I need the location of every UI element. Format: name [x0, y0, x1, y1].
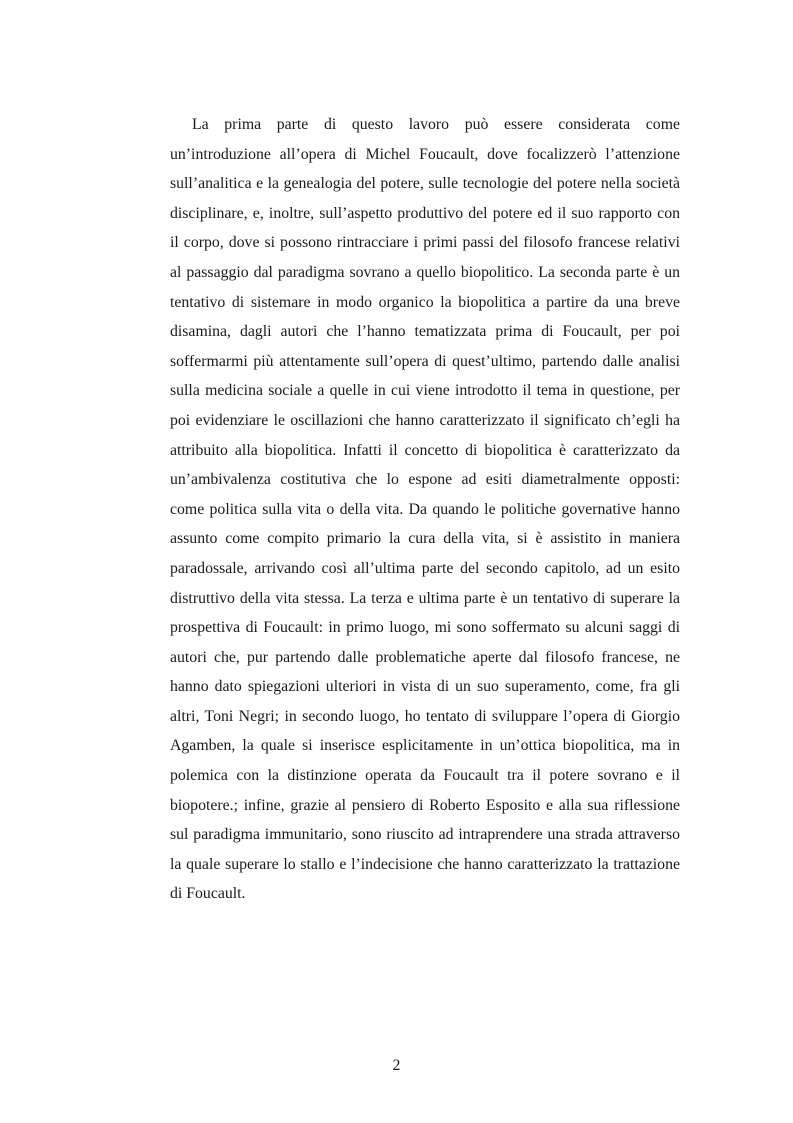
paragraph-line: assunto come compito primario la cura della vita, si è assistito in maniera	[170, 530, 680, 548]
paragraph-line: attribuito alla biopolitica. Infatti il concetto di biopolitica è caratterizzato da	[170, 441, 680, 459]
paragraph-line: tentativo di sistemare in modo organico la biopolitica a partire da una breve	[170, 293, 680, 311]
paragraph-line: sull’analitica e la genealogia del potere, sulle tecnologie del potere nella società	[170, 175, 680, 193]
paragraph-line: come politica sulla vita o della vita. Da quando le politiche governative hanno	[170, 500, 680, 518]
paragraph-line: biopotere.; infine, grazie al pensiero di Roberto Esposito e alla sua riflessione	[170, 796, 680, 814]
paragraph-line: La prima parte di questo lavoro può essere considerata come	[192, 116, 680, 133]
paragraph-line: disamina, dagli autori che l’hanno tematizzata prima di Foucault, per poi	[170, 323, 680, 341]
paragraph-line: poi evidenziare le oscillazioni che hanno caratterizzato il significato ch’egli ha	[170, 411, 680, 429]
paragraph-line: distruttivo della vita stessa. La terza e ultima parte è un tentativo di superare la	[170, 589, 680, 607]
paragraph-line: il corpo, dove si possono rintracciare i primi passi del filosofo francese relativi	[170, 234, 680, 252]
paragraph-line: un’ambivalenza costitutiva che lo espone ad esiti diametralmente opposti:	[170, 471, 680, 489]
paragraph-line: altri, Toni Negri; in secondo luogo, ho tentato di sviluppare l’opera di Giorgio	[170, 707, 680, 725]
paragraph-line: un’introduzione all’opera di Michel Foucault, dove focalizzerò l’attenzione	[170, 145, 680, 163]
paragraph-line: sul paradigma immunitario, sono riuscito ad intraprendere una strada attraverso	[170, 826, 680, 844]
paragraph-line: la quale superare lo stallo e l’indecisione che hanno caratterizzato la trattazione	[170, 855, 680, 873]
paragraph-line: hanno dato spiegazioni ulteriori in vista di un suo superamento, come, fra gli	[170, 678, 680, 696]
page-number: 2	[392, 1057, 401, 1074]
paragraph-line: prospettiva di Foucault: in primo luogo, mi sono soffermato su alcuni saggi di	[170, 619, 680, 637]
paragraph-line: paradossale, arrivando così all’ultima parte del secondo capitolo, ad un esito	[170, 559, 680, 577]
body-paragraph	[170, 110, 680, 909]
paragraph-line: sulla medicina sociale a quelle in cui viene introdotto il tema in questione, per	[170, 382, 680, 400]
paragraph-line: autori che, pur partendo dalle problematiche aperte dal filosofo francese, ne	[170, 648, 680, 666]
paragraph-line: disciplinare, e, inoltre, sull’aspetto produttivo del potere ed il suo rapporto con	[170, 204, 680, 222]
paragraph-line: polemica con la distinzione operata da Foucault tra il potere sovrano e il	[170, 767, 680, 785]
paragraph-line: di Foucault.	[170, 885, 246, 903]
paragraph-line: soffermarmi più attentamente sull’opera di quest’ultimo, partendo dalle analisi	[170, 352, 680, 370]
paragraph-line: Agamben, la quale si inserisce esplicitamente in un’ottica biopolitica, ma in	[170, 737, 680, 755]
paragraph-line: al passaggio dal paradigma sovrano a quello biopolitico. La seconda parte è un	[170, 263, 680, 281]
